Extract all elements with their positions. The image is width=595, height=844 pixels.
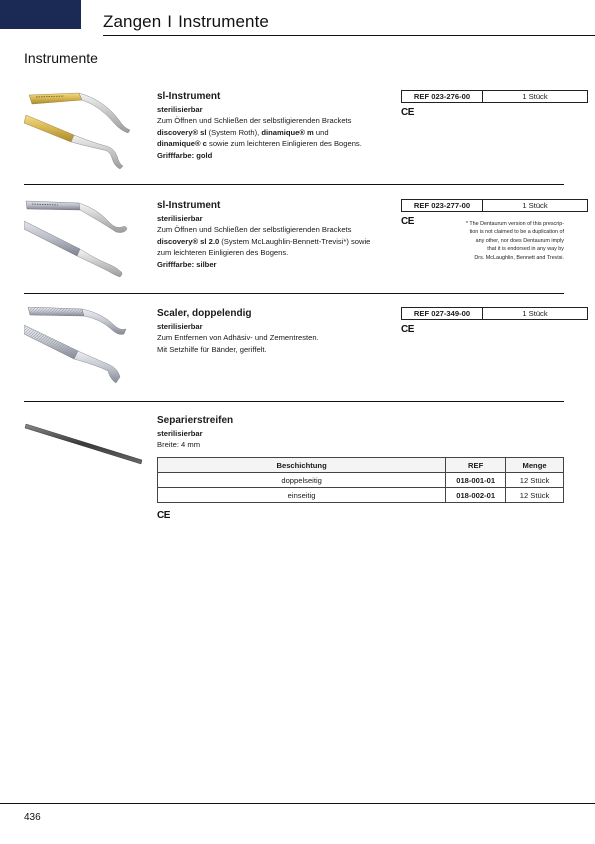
table-cell: doppelseitig (158, 473, 446, 488)
table-cell: 12 Stück (506, 488, 564, 503)
brand-name: discovery® sl 2.0 (157, 236, 220, 246)
divider (24, 184, 564, 185)
page-number: 436 (24, 812, 41, 823)
ce-mark-icon: CE (157, 510, 170, 521)
column-header: Menge (506, 458, 564, 473)
page-title-separator: I (167, 12, 173, 31)
product-sterile: sterilisierbar (157, 429, 203, 438)
footnote-line: that it is endorsed in any way by (487, 246, 564, 253)
product-sterile: sterilisierbar (157, 105, 203, 114)
page-title-part2: Instrumente (178, 12, 269, 31)
product-width: Breite: 4 mm (157, 440, 201, 450)
column-header: Beschichtung (158, 458, 446, 473)
ref-number: REF 023-276-00 (402, 91, 483, 102)
footer-rule (0, 803, 595, 804)
footnote-line: tion is not claimed to be a duplication of (469, 229, 564, 236)
scaler-image (24, 307, 144, 392)
product-info (157, 199, 392, 270)
footnote-line: * The Dentaurum version of this prescrip- (465, 221, 564, 227)
desc-text: Mit Setzhilfe für Bänder, geriffelt. (157, 344, 267, 354)
product-info (157, 307, 392, 355)
desc-text: Zum Entfernen von Adhäsiv- und Zementresten. (157, 333, 319, 343)
footnote-line: any other, nor does Dentaurum imply (475, 237, 564, 244)
product-info (157, 90, 392, 161)
desc-text: Zum Öffnen und Schließen der selbstligierenden Brackets (157, 116, 352, 126)
product-sterile: sterilisierbar (157, 322, 203, 331)
footnote-line: Drs. McLaughlin, Bennett and Trevisi. (474, 254, 564, 261)
product-sl-instrument-gold (24, 90, 564, 178)
table-header-row (158, 458, 564, 473)
ce-mark-icon: CE (401, 216, 414, 227)
ref-number: REF 027-349-00 (402, 308, 483, 319)
page-title-part1: Zangen (103, 12, 162, 31)
desc-text: sowie zum leichteren Einligieren des Bogens. (206, 139, 362, 149)
table-row (158, 473, 564, 488)
product-name: Scaler, doppelendig (157, 308, 252, 319)
header-rule (103, 35, 595, 36)
page-title (103, 12, 269, 32)
desc-text: (System Roth), (206, 127, 262, 137)
quantity: 1 Stück (522, 309, 548, 318)
ce-mark-icon: CE (401, 107, 414, 118)
brand-name: discovery® sl (157, 127, 207, 137)
product-name: sl-Instrument (157, 91, 221, 102)
ce-mark-icon: CE (401, 324, 414, 335)
product-sl-instrument-silver (24, 199, 564, 287)
ref-box (401, 307, 588, 320)
separierstreifen-table (157, 457, 564, 503)
ref-box (401, 199, 588, 212)
product-name: sl-Instrument (157, 200, 221, 211)
ref-number: REF 023-277-00 (402, 200, 483, 211)
table-cell: 018-001-01 (446, 473, 506, 488)
product-name: Separierstreifen (157, 415, 234, 426)
product-description (157, 332, 392, 355)
table-cell: 018-002-01 (446, 488, 506, 503)
footnote (424, 220, 564, 262)
section-title: Instrumente (24, 50, 98, 66)
divider (24, 293, 564, 294)
product-info (157, 414, 392, 451)
product-sterile: sterilisierbar (157, 214, 203, 223)
brand-name: dinamique® m (261, 127, 314, 137)
brand-name: dinamique® c (157, 139, 207, 149)
column-header: REF (446, 458, 506, 473)
ref-box (401, 90, 588, 103)
header-color-bar (0, 0, 81, 29)
table-row (158, 488, 564, 503)
product-description (157, 115, 392, 149)
quantity: 1 Stück (522, 201, 548, 210)
table-cell: 12 Stück (506, 473, 564, 488)
divider (24, 401, 564, 402)
desc-text: (System McLaughlin-Bennett-Trevisi*) sowie (219, 236, 371, 246)
product-description (157, 224, 392, 258)
product-scaler (24, 307, 564, 395)
desc-text: Zum Öffnen und Schließen der selbstligierenden Brackets (157, 225, 352, 235)
silver-instrument-image (24, 199, 144, 284)
grip-color: Grifffarbe: silber (157, 259, 217, 269)
desc-text: zum leichteren Einligieren des Bogens. (157, 248, 289, 258)
grip-color: Grifffarbe: gold (157, 150, 213, 160)
desc-text: und (313, 127, 329, 137)
gold-instrument-image (24, 90, 144, 175)
quantity: 1 Stück (522, 92, 548, 101)
separating-strip-image (24, 418, 144, 478)
table-cell: einseitig (158, 488, 446, 503)
